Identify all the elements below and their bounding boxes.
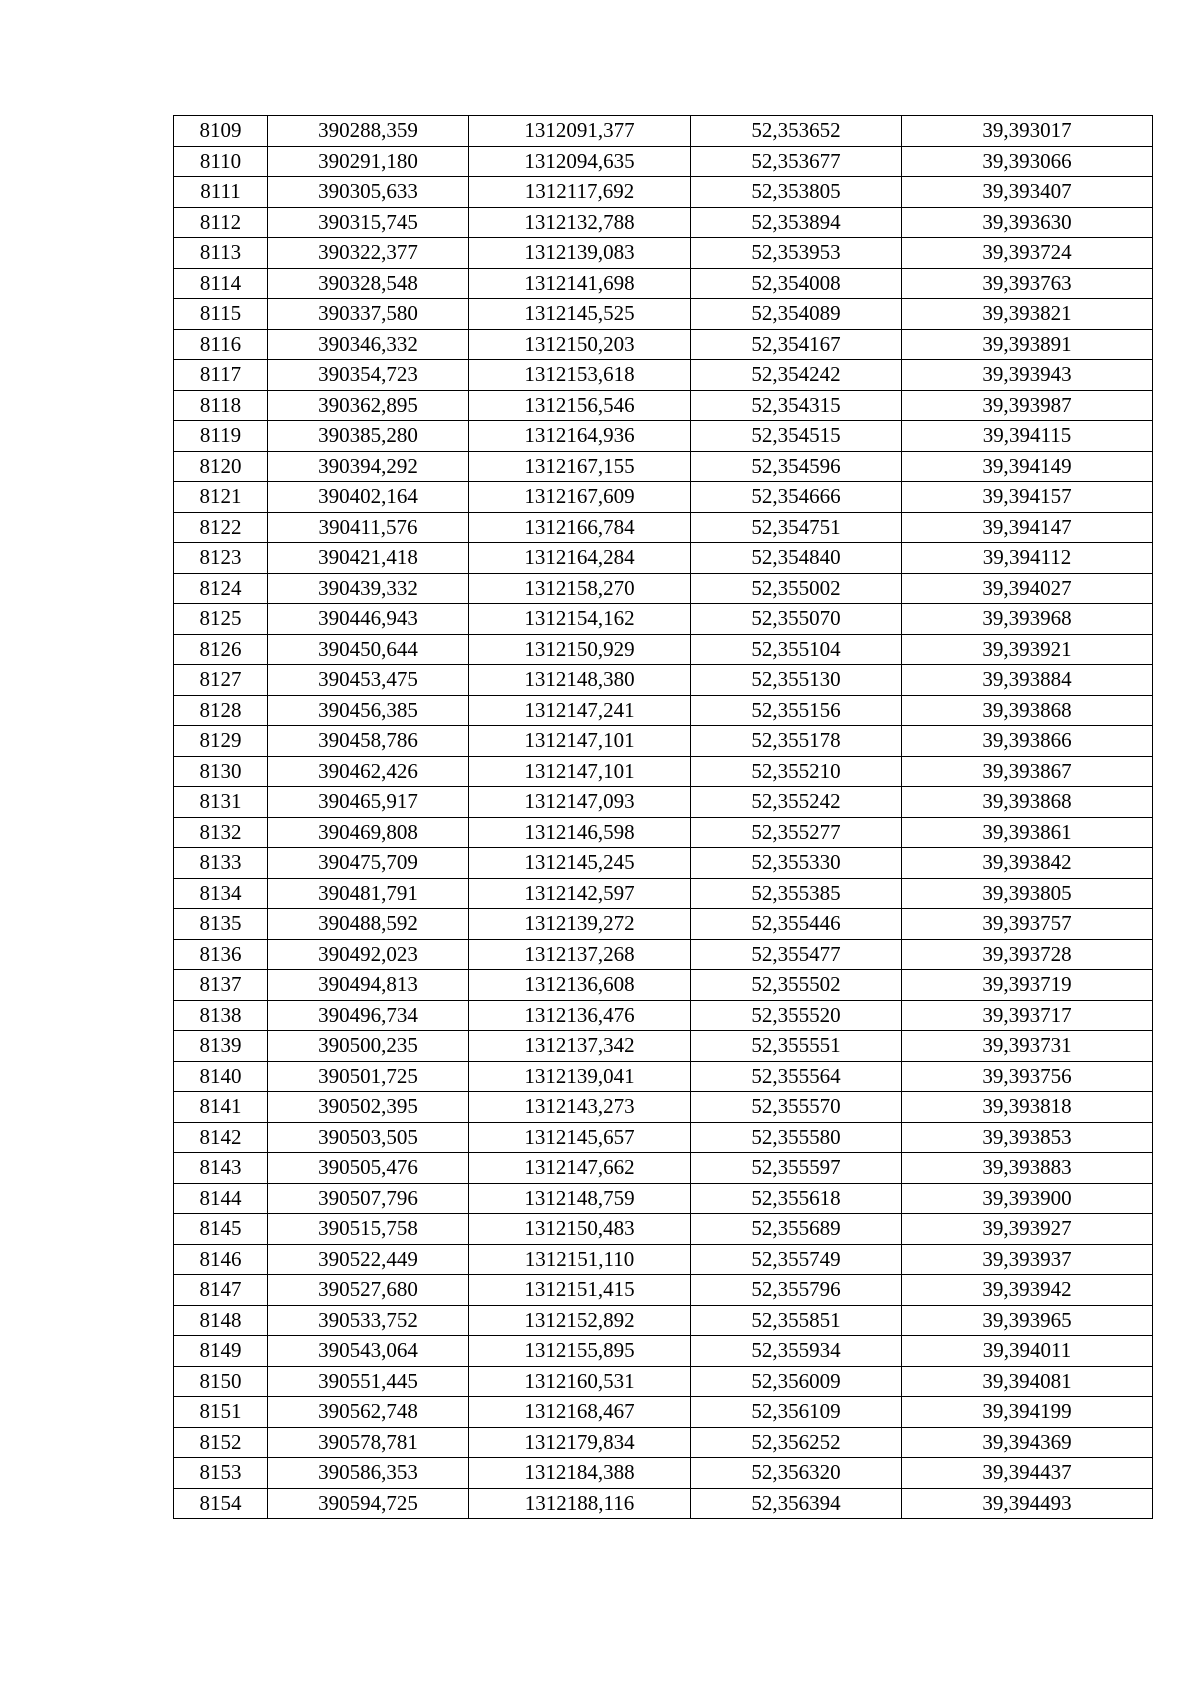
latitude-cell: 52,353953 xyxy=(691,238,902,269)
latitude-cell: 52,355330 xyxy=(691,848,902,879)
x-coordinate-cell: 390507,796 xyxy=(268,1183,469,1214)
table-row xyxy=(174,726,1153,757)
table-row xyxy=(174,329,1153,360)
x-coordinate-cell: 390502,395 xyxy=(268,1092,469,1123)
x-coordinate-cell: 390305,633 xyxy=(268,177,469,208)
latitude-cell: 52,355002 xyxy=(691,573,902,604)
point-number-cell: 8135 xyxy=(174,909,268,940)
longitude-cell: 39,393861 xyxy=(902,817,1153,848)
longitude-cell: 39,393943 xyxy=(902,360,1153,391)
x-coordinate-cell: 390594,725 xyxy=(268,1488,469,1519)
latitude-cell: 52,355934 xyxy=(691,1336,902,1367)
longitude-cell: 39,394437 xyxy=(902,1458,1153,1489)
longitude-cell: 39,393821 xyxy=(902,299,1153,330)
x-coordinate-cell: 390469,808 xyxy=(268,817,469,848)
point-number-cell: 8110 xyxy=(174,146,268,177)
point-number-cell: 8122 xyxy=(174,512,268,543)
longitude-cell: 39,394199 xyxy=(902,1397,1153,1428)
latitude-cell: 52,355520 xyxy=(691,1000,902,1031)
x-coordinate-cell: 390346,332 xyxy=(268,329,469,360)
y-coordinate-cell: 1312117,692 xyxy=(469,177,691,208)
table-row xyxy=(174,1061,1153,1092)
y-coordinate-cell: 1312167,609 xyxy=(469,482,691,513)
table-row xyxy=(174,238,1153,269)
y-coordinate-cell: 1312153,618 xyxy=(469,360,691,391)
table-row xyxy=(174,1183,1153,1214)
table-row xyxy=(174,421,1153,452)
table-row xyxy=(174,1214,1153,1245)
table-row xyxy=(174,390,1153,421)
longitude-cell: 39,393883 xyxy=(902,1153,1153,1184)
x-coordinate-cell: 390522,449 xyxy=(268,1244,469,1275)
point-number-cell: 8130 xyxy=(174,756,268,787)
point-number-cell: 8134 xyxy=(174,878,268,909)
table-row xyxy=(174,299,1153,330)
table-row xyxy=(174,878,1153,909)
point-number-cell: 8143 xyxy=(174,1153,268,1184)
y-coordinate-cell: 1312164,284 xyxy=(469,543,691,574)
y-coordinate-cell: 1312164,936 xyxy=(469,421,691,452)
longitude-cell: 39,393731 xyxy=(902,1031,1153,1062)
latitude-cell: 52,355502 xyxy=(691,970,902,1001)
table-row xyxy=(174,1366,1153,1397)
latitude-cell: 52,355796 xyxy=(691,1275,902,1306)
x-coordinate-cell: 390288,359 xyxy=(268,116,469,147)
table-row xyxy=(174,482,1153,513)
longitude-cell: 39,393066 xyxy=(902,146,1153,177)
longitude-cell: 39,393937 xyxy=(902,1244,1153,1275)
latitude-cell: 52,356320 xyxy=(691,1458,902,1489)
latitude-cell: 52,355580 xyxy=(691,1122,902,1153)
table-row xyxy=(174,1397,1153,1428)
x-coordinate-cell: 390456,385 xyxy=(268,695,469,726)
y-coordinate-cell: 1312139,272 xyxy=(469,909,691,940)
y-coordinate-cell: 1312168,467 xyxy=(469,1397,691,1428)
latitude-cell: 52,355242 xyxy=(691,787,902,818)
longitude-cell: 39,393630 xyxy=(902,207,1153,238)
latitude-cell: 52,355104 xyxy=(691,634,902,665)
x-coordinate-cell: 390328,548 xyxy=(268,268,469,299)
table-row xyxy=(174,1458,1153,1489)
longitude-cell: 39,393757 xyxy=(902,909,1153,940)
point-number-cell: 8137 xyxy=(174,970,268,1001)
x-coordinate-cell: 390578,781 xyxy=(268,1427,469,1458)
point-number-cell: 8144 xyxy=(174,1183,268,1214)
longitude-cell: 39,393724 xyxy=(902,238,1153,269)
point-number-cell: 8121 xyxy=(174,482,268,513)
y-coordinate-cell: 1312132,788 xyxy=(469,207,691,238)
table-row xyxy=(174,116,1153,147)
latitude-cell: 52,354751 xyxy=(691,512,902,543)
longitude-cell: 39,393866 xyxy=(902,726,1153,757)
y-coordinate-cell: 1312151,110 xyxy=(469,1244,691,1275)
coordinates-table-body xyxy=(174,116,1153,1519)
x-coordinate-cell: 390496,734 xyxy=(268,1000,469,1031)
point-number-cell: 8145 xyxy=(174,1214,268,1245)
x-coordinate-cell: 390488,592 xyxy=(268,909,469,940)
longitude-cell: 39,394081 xyxy=(902,1366,1153,1397)
table-row xyxy=(174,146,1153,177)
latitude-cell: 52,353652 xyxy=(691,116,902,147)
table-row xyxy=(174,268,1153,299)
x-coordinate-cell: 390515,758 xyxy=(268,1214,469,1245)
table-row xyxy=(174,1153,1153,1184)
x-coordinate-cell: 390494,813 xyxy=(268,970,469,1001)
y-coordinate-cell: 1312188,116 xyxy=(469,1488,691,1519)
point-number-cell: 8112 xyxy=(174,207,268,238)
table-row xyxy=(174,939,1153,970)
longitude-cell: 39,393818 xyxy=(902,1092,1153,1123)
latitude-cell: 52,353894 xyxy=(691,207,902,238)
point-number-cell: 8141 xyxy=(174,1092,268,1123)
x-coordinate-cell: 390562,748 xyxy=(268,1397,469,1428)
latitude-cell: 52,355156 xyxy=(691,695,902,726)
table-row xyxy=(174,604,1153,635)
latitude-cell: 52,356109 xyxy=(691,1397,902,1428)
latitude-cell: 52,355277 xyxy=(691,817,902,848)
longitude-cell: 39,394011 xyxy=(902,1336,1153,1367)
y-coordinate-cell: 1312158,270 xyxy=(469,573,691,604)
latitude-cell: 52,356394 xyxy=(691,1488,902,1519)
longitude-cell: 39,393719 xyxy=(902,970,1153,1001)
y-coordinate-cell: 1312143,273 xyxy=(469,1092,691,1123)
table-row xyxy=(174,1275,1153,1306)
latitude-cell: 52,354089 xyxy=(691,299,902,330)
y-coordinate-cell: 1312166,784 xyxy=(469,512,691,543)
latitude-cell: 52,355385 xyxy=(691,878,902,909)
latitude-cell: 52,354167 xyxy=(691,329,902,360)
x-coordinate-cell: 390337,580 xyxy=(268,299,469,330)
longitude-cell: 39,393407 xyxy=(902,177,1153,208)
longitude-cell: 39,393987 xyxy=(902,390,1153,421)
table-row xyxy=(174,512,1153,543)
latitude-cell: 52,355618 xyxy=(691,1183,902,1214)
point-number-cell: 8111 xyxy=(174,177,268,208)
latitude-cell: 52,355551 xyxy=(691,1031,902,1062)
table-row xyxy=(174,787,1153,818)
table-row xyxy=(174,1488,1153,1519)
latitude-cell: 52,353677 xyxy=(691,146,902,177)
longitude-cell: 39,393867 xyxy=(902,756,1153,787)
y-coordinate-cell: 1312139,041 xyxy=(469,1061,691,1092)
table-row xyxy=(174,177,1153,208)
table-row xyxy=(174,756,1153,787)
point-number-cell: 8148 xyxy=(174,1305,268,1336)
x-coordinate-cell: 390527,680 xyxy=(268,1275,469,1306)
y-coordinate-cell: 1312142,597 xyxy=(469,878,691,909)
table-row xyxy=(174,360,1153,391)
longitude-cell: 39,393853 xyxy=(902,1122,1153,1153)
latitude-cell: 52,355570 xyxy=(691,1092,902,1123)
y-coordinate-cell: 1312137,268 xyxy=(469,939,691,970)
y-coordinate-cell: 1312136,476 xyxy=(469,1000,691,1031)
point-number-cell: 8150 xyxy=(174,1366,268,1397)
longitude-cell: 39,393756 xyxy=(902,1061,1153,1092)
table-row xyxy=(174,665,1153,696)
point-number-cell: 8120 xyxy=(174,451,268,482)
point-number-cell: 8140 xyxy=(174,1061,268,1092)
y-coordinate-cell: 1312145,525 xyxy=(469,299,691,330)
y-coordinate-cell: 1312150,483 xyxy=(469,1214,691,1245)
point-number-cell: 8119 xyxy=(174,421,268,452)
table-row xyxy=(174,634,1153,665)
x-coordinate-cell: 390500,235 xyxy=(268,1031,469,1062)
longitude-cell: 39,394115 xyxy=(902,421,1153,452)
x-coordinate-cell: 390505,476 xyxy=(268,1153,469,1184)
longitude-cell: 39,393763 xyxy=(902,268,1153,299)
x-coordinate-cell: 390551,445 xyxy=(268,1366,469,1397)
y-coordinate-cell: 1312146,598 xyxy=(469,817,691,848)
longitude-cell: 39,393868 xyxy=(902,787,1153,818)
y-coordinate-cell: 1312139,083 xyxy=(469,238,691,269)
x-coordinate-cell: 390475,709 xyxy=(268,848,469,879)
table-row xyxy=(174,848,1153,879)
x-coordinate-cell: 390322,377 xyxy=(268,238,469,269)
latitude-cell: 52,356009 xyxy=(691,1366,902,1397)
y-coordinate-cell: 1312154,162 xyxy=(469,604,691,635)
point-number-cell: 8118 xyxy=(174,390,268,421)
y-coordinate-cell: 1312151,415 xyxy=(469,1275,691,1306)
latitude-cell: 52,354515 xyxy=(691,421,902,452)
x-coordinate-cell: 390421,418 xyxy=(268,543,469,574)
x-coordinate-cell: 390533,752 xyxy=(268,1305,469,1336)
x-coordinate-cell: 390481,791 xyxy=(268,878,469,909)
x-coordinate-cell: 390362,895 xyxy=(268,390,469,421)
table-row xyxy=(174,1000,1153,1031)
y-coordinate-cell: 1312156,546 xyxy=(469,390,691,421)
longitude-cell: 39,393968 xyxy=(902,604,1153,635)
y-coordinate-cell: 1312091,377 xyxy=(469,116,691,147)
longitude-cell: 39,393717 xyxy=(902,1000,1153,1031)
x-coordinate-cell: 390315,745 xyxy=(268,207,469,238)
longitude-cell: 39,393900 xyxy=(902,1183,1153,1214)
point-number-cell: 8126 xyxy=(174,634,268,665)
x-coordinate-cell: 390492,023 xyxy=(268,939,469,970)
point-number-cell: 8133 xyxy=(174,848,268,879)
longitude-cell: 39,394149 xyxy=(902,451,1153,482)
table-row xyxy=(174,207,1153,238)
y-coordinate-cell: 1312147,101 xyxy=(469,756,691,787)
point-number-cell: 8128 xyxy=(174,695,268,726)
point-number-cell: 8147 xyxy=(174,1275,268,1306)
x-coordinate-cell: 390586,353 xyxy=(268,1458,469,1489)
latitude-cell: 52,354666 xyxy=(691,482,902,513)
x-coordinate-cell: 390394,292 xyxy=(268,451,469,482)
point-number-cell: 8146 xyxy=(174,1244,268,1275)
latitude-cell: 52,355851 xyxy=(691,1305,902,1336)
longitude-cell: 39,393942 xyxy=(902,1275,1153,1306)
point-number-cell: 8131 xyxy=(174,787,268,818)
table-row xyxy=(174,573,1153,604)
point-number-cell: 8153 xyxy=(174,1458,268,1489)
x-coordinate-cell: 390543,064 xyxy=(268,1336,469,1367)
y-coordinate-cell: 1312150,203 xyxy=(469,329,691,360)
y-coordinate-cell: 1312147,093 xyxy=(469,787,691,818)
latitude-cell: 52,354840 xyxy=(691,543,902,574)
latitude-cell: 52,355477 xyxy=(691,939,902,970)
y-coordinate-cell: 1312136,608 xyxy=(469,970,691,1001)
longitude-cell: 39,393805 xyxy=(902,878,1153,909)
point-number-cell: 8152 xyxy=(174,1427,268,1458)
y-coordinate-cell: 1312094,635 xyxy=(469,146,691,177)
y-coordinate-cell: 1312147,662 xyxy=(469,1153,691,1184)
point-number-cell: 8149 xyxy=(174,1336,268,1367)
point-number-cell: 8154 xyxy=(174,1488,268,1519)
longitude-cell: 39,393927 xyxy=(902,1214,1153,1245)
point-number-cell: 8127 xyxy=(174,665,268,696)
x-coordinate-cell: 390501,725 xyxy=(268,1061,469,1092)
point-number-cell: 8125 xyxy=(174,604,268,635)
y-coordinate-cell: 1312145,245 xyxy=(469,848,691,879)
y-coordinate-cell: 1312137,342 xyxy=(469,1031,691,1062)
y-coordinate-cell: 1312160,531 xyxy=(469,1366,691,1397)
longitude-cell: 39,393868 xyxy=(902,695,1153,726)
table-row xyxy=(174,1244,1153,1275)
longitude-cell: 39,393965 xyxy=(902,1305,1153,1336)
y-coordinate-cell: 1312147,241 xyxy=(469,695,691,726)
y-coordinate-cell: 1312184,388 xyxy=(469,1458,691,1489)
table-row xyxy=(174,817,1153,848)
x-coordinate-cell: 390385,280 xyxy=(268,421,469,452)
latitude-cell: 52,355446 xyxy=(691,909,902,940)
latitude-cell: 52,354315 xyxy=(691,390,902,421)
x-coordinate-cell: 390354,723 xyxy=(268,360,469,391)
point-number-cell: 8129 xyxy=(174,726,268,757)
y-coordinate-cell: 1312167,155 xyxy=(469,451,691,482)
latitude-cell: 52,353805 xyxy=(691,177,902,208)
x-coordinate-cell: 390291,180 xyxy=(268,146,469,177)
longitude-cell: 39,394112 xyxy=(902,543,1153,574)
latitude-cell: 52,356252 xyxy=(691,1427,902,1458)
table-row xyxy=(174,909,1153,940)
point-number-cell: 8113 xyxy=(174,238,268,269)
latitude-cell: 52,354596 xyxy=(691,451,902,482)
latitude-cell: 52,354008 xyxy=(691,268,902,299)
point-number-cell: 8114 xyxy=(174,268,268,299)
coordinates-table xyxy=(173,115,1153,1519)
point-number-cell: 8109 xyxy=(174,116,268,147)
table-row xyxy=(174,543,1153,574)
x-coordinate-cell: 390402,164 xyxy=(268,482,469,513)
y-coordinate-cell: 1312179,834 xyxy=(469,1427,691,1458)
latitude-cell: 52,355210 xyxy=(691,756,902,787)
y-coordinate-cell: 1312147,101 xyxy=(469,726,691,757)
latitude-cell: 52,355689 xyxy=(691,1214,902,1245)
latitude-cell: 52,355070 xyxy=(691,604,902,635)
latitude-cell: 52,355597 xyxy=(691,1153,902,1184)
y-coordinate-cell: 1312141,698 xyxy=(469,268,691,299)
latitude-cell: 52,355178 xyxy=(691,726,902,757)
longitude-cell: 39,394027 xyxy=(902,573,1153,604)
table-row xyxy=(174,970,1153,1001)
table-row xyxy=(174,1092,1153,1123)
table-row xyxy=(174,1336,1153,1367)
x-coordinate-cell: 390439,332 xyxy=(268,573,469,604)
point-number-cell: 8132 xyxy=(174,817,268,848)
point-number-cell: 8136 xyxy=(174,939,268,970)
latitude-cell: 52,354242 xyxy=(691,360,902,391)
longitude-cell: 39,393017 xyxy=(902,116,1153,147)
point-number-cell: 8142 xyxy=(174,1122,268,1153)
point-number-cell: 8138 xyxy=(174,1000,268,1031)
longitude-cell: 39,394369 xyxy=(902,1427,1153,1458)
x-coordinate-cell: 390446,943 xyxy=(268,604,469,635)
point-number-cell: 8116 xyxy=(174,329,268,360)
latitude-cell: 52,355130 xyxy=(691,665,902,696)
y-coordinate-cell: 1312148,759 xyxy=(469,1183,691,1214)
table-row xyxy=(174,1305,1153,1336)
longitude-cell: 39,394147 xyxy=(902,512,1153,543)
x-coordinate-cell: 390503,505 xyxy=(268,1122,469,1153)
x-coordinate-cell: 390450,644 xyxy=(268,634,469,665)
x-coordinate-cell: 390462,426 xyxy=(268,756,469,787)
table-row xyxy=(174,695,1153,726)
latitude-cell: 52,355564 xyxy=(691,1061,902,1092)
y-coordinate-cell: 1312145,657 xyxy=(469,1122,691,1153)
x-coordinate-cell: 390453,475 xyxy=(268,665,469,696)
latitude-cell: 52,355749 xyxy=(691,1244,902,1275)
longitude-cell: 39,393728 xyxy=(902,939,1153,970)
table-row xyxy=(174,1031,1153,1062)
point-number-cell: 8151 xyxy=(174,1397,268,1428)
x-coordinate-cell: 390458,786 xyxy=(268,726,469,757)
longitude-cell: 39,394493 xyxy=(902,1488,1153,1519)
point-number-cell: 8115 xyxy=(174,299,268,330)
table-row xyxy=(174,451,1153,482)
point-number-cell: 8124 xyxy=(174,573,268,604)
longitude-cell: 39,393884 xyxy=(902,665,1153,696)
y-coordinate-cell: 1312148,380 xyxy=(469,665,691,696)
y-coordinate-cell: 1312150,929 xyxy=(469,634,691,665)
point-number-cell: 8123 xyxy=(174,543,268,574)
longitude-cell: 39,393921 xyxy=(902,634,1153,665)
y-coordinate-cell: 1312152,892 xyxy=(469,1305,691,1336)
table-row xyxy=(174,1122,1153,1153)
longitude-cell: 39,393891 xyxy=(902,329,1153,360)
longitude-cell: 39,394157 xyxy=(902,482,1153,513)
point-number-cell: 8139 xyxy=(174,1031,268,1062)
longitude-cell: 39,393842 xyxy=(902,848,1153,879)
x-coordinate-cell: 390465,917 xyxy=(268,787,469,818)
y-coordinate-cell: 1312155,895 xyxy=(469,1336,691,1367)
point-number-cell: 8117 xyxy=(174,360,268,391)
table-row xyxy=(174,1427,1153,1458)
x-coordinate-cell: 390411,576 xyxy=(268,512,469,543)
